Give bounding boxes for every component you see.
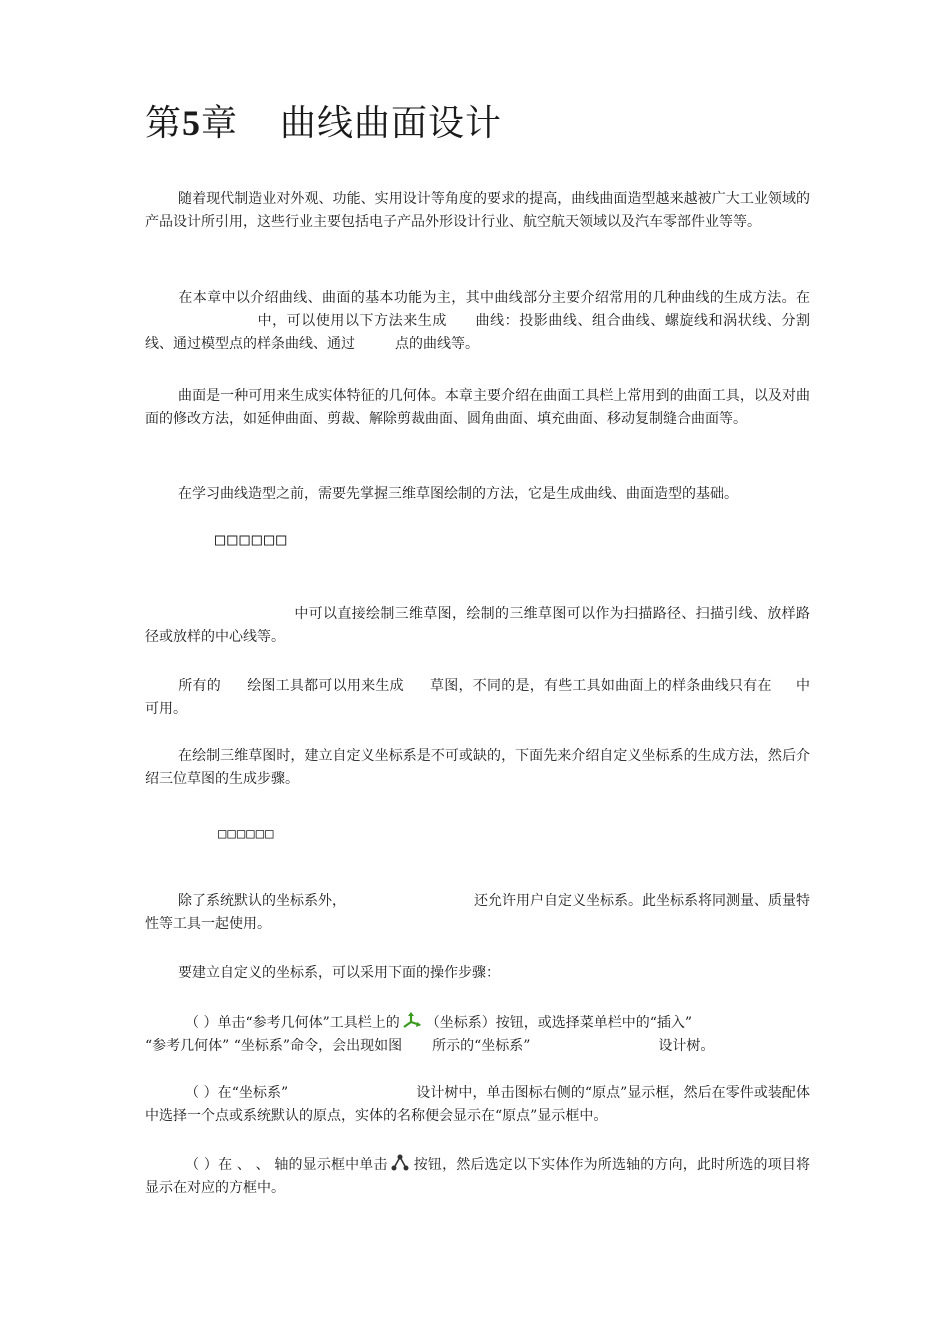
- chapter-title: [145, 98, 502, 149]
- axis-select-icon: [390, 1154, 410, 1172]
- coordinate-system-icon: [402, 1012, 422, 1030]
- paragraph-surfaces: 曲面是一种可用来生成实体特征的几何体。本章主要介绍在曲面工具栏上常用到的曲面工具，以及对曲面的修改方法，如延伸曲面、剪裁、解除剪裁曲面、圆角曲面、填充曲面、移动复制缝合曲面等。: [145, 388, 810, 427]
- paragraph-3d-sketch-use: 中可以直接绘制三维草图，绘制的三维草图可以作为扫描路径、扫描引线、放样路径或放样的中心线等。: [145, 606, 810, 645]
- paragraph-curves: 在本章中以介绍曲线、曲面的基本功能为主，其中曲线部分主要介绍常用的几种曲线的生成方法。在中，可以使用以下方法来生成 曲线：投影曲线、组合曲线、螺旋线和涡状线、分割线、通过模型点的样条曲线、通过 点的曲线等。: [145, 290, 811, 352]
- step-3: （ ）在 、 、 轴的显示框中单击 按钮，然后选定以下实体作为所选轴的方向，此时所选的项目将显示在对应的方框中。: [145, 1154, 810, 1200]
- paragraph-custom-coord: 在绘制三维草图时，建立自定义坐标系是不可或缺的，下面先来介绍自定义坐标系的生成方法，然后介绍三位草图的生成步骤。: [145, 748, 810, 787]
- step-2: （ ）在“坐标系” 设计树中，单击图标右侧的“原点”显示框，然后在零件或装配体中选择一个点或系统默认的原点，实体的名称便会显示在“原点”显示框中。: [145, 1085, 810, 1124]
- paragraph-intro: 随着现代制造业对外观、功能、实用设计等角度的要求的提高，曲线曲面造型越来越被广大工业领域的产品设计所引用，这些行业主要包括电子产品外形设计行业、航空航天领域以及汽车零部件业等等。: [145, 191, 810, 230]
- chapter-name: 曲线曲面设计: [280, 103, 503, 144]
- chapter-suffix: 章: [201, 103, 239, 144]
- section-heading-2: □□□□□□: [218, 826, 275, 842]
- paragraph-3d-sketch-intro: 在学习曲线造型之前，需要先掌握三维草图绘制的方法，它是生成曲线、曲面造型的基础。: [178, 486, 738, 502]
- paragraph-default-coord: 除了系统默认的坐标系外， 还允许用户自定义坐标系。此坐标系将同测量、质量特性等工具一起使用。: [145, 893, 810, 932]
- section-heading-1: □□□□□□: [215, 530, 289, 550]
- chapter-prefix: 第: [145, 103, 183, 144]
- step-1: （ ）单击“参考几何体”工具栏上的 （坐标系）按钮，或选择菜单栏中的“插入” “参考几何体” “坐标系”命令，会出现如图 所示的“坐标系” 设计树。: [145, 1012, 810, 1058]
- paragraph-drawing-tools: 所有的 绘图工具都可以用来生成 草图，不同的是，有些工具如曲面上的样条曲线只有在 中可用。: [145, 678, 811, 717]
- paragraph-steps-intro: 要建立自定义的坐标系，可以采用下面的操作步骤：: [178, 965, 500, 981]
- chapter-number: 5: [182, 103, 202, 143]
